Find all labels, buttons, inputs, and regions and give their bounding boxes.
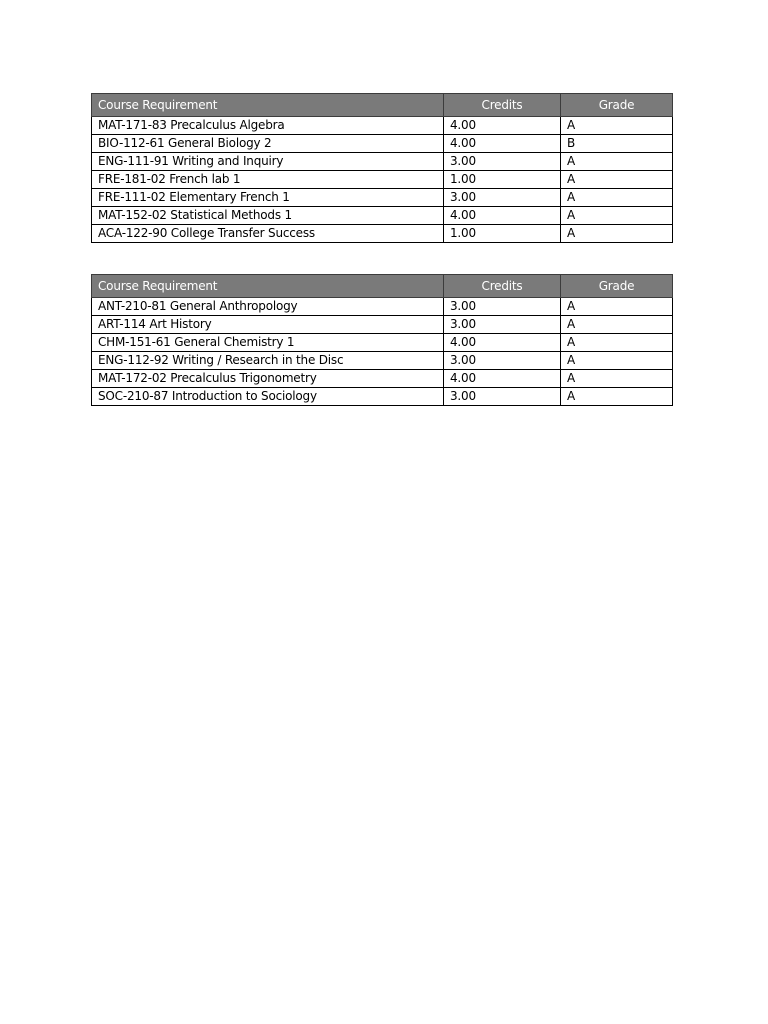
table-row — [92, 316, 673, 334]
course-cell: ENG-112-92 Writing / Research in the Disc — [92, 352, 444, 370]
course-table-2 — [91, 274, 673, 406]
credits-cell: 3.00 — [444, 153, 561, 171]
grade-cell: A — [561, 370, 673, 388]
table-row — [92, 225, 673, 243]
course-cell: MAT-152-02 Statistical Methods 1 — [92, 207, 444, 225]
grade-cell: A — [561, 388, 673, 406]
grade-cell: A — [561, 225, 673, 243]
table-row — [92, 189, 673, 207]
course-cell: ART-114 Art History — [92, 316, 444, 334]
grade-cell: A — [561, 352, 673, 370]
credits-cell: 4.00 — [444, 334, 561, 352]
course-cell: FRE-181-02 French lab 1 — [92, 171, 444, 189]
grade-cell: A — [561, 153, 673, 171]
table-row — [92, 117, 673, 135]
grade-cell: A — [561, 207, 673, 225]
table-row — [92, 207, 673, 225]
credits-cell: 4.00 — [444, 370, 561, 388]
grade-cell: A — [561, 189, 673, 207]
header-grade: Grade — [561, 94, 673, 117]
credits-cell: 4.00 — [444, 207, 561, 225]
table-row — [92, 171, 673, 189]
credits-cell: 4.00 — [444, 117, 561, 135]
credits-cell: 3.00 — [444, 316, 561, 334]
credits-cell: 4.00 — [444, 135, 561, 153]
table-body — [92, 298, 673, 406]
grade-cell: A — [561, 334, 673, 352]
header-grade: Grade — [561, 275, 673, 298]
course-cell: ACA-122-90 College Transfer Success — [92, 225, 444, 243]
grade-cell: A — [561, 316, 673, 334]
credits-cell: 3.00 — [444, 298, 561, 316]
course-cell: MAT-172-02 Precalculus Trigonometry — [92, 370, 444, 388]
table-row — [92, 298, 673, 316]
course-cell: SOC-210-87 Introduction to Sociology — [92, 388, 444, 406]
table-row — [92, 153, 673, 171]
grade-cell: A — [561, 171, 673, 189]
table-row — [92, 334, 673, 352]
table-row — [92, 135, 673, 153]
credits-cell: 1.00 — [444, 225, 561, 243]
course-cell: ENG-111-91 Writing and Inquiry — [92, 153, 444, 171]
credits-cell: 3.00 — [444, 352, 561, 370]
header-credits: Credits — [444, 275, 561, 298]
table-row — [92, 388, 673, 406]
course-cell: FRE-111-02 Elementary French 1 — [92, 189, 444, 207]
table-body — [92, 117, 673, 243]
grade-cell: A — [561, 298, 673, 316]
course-cell: ANT-210-81 General Anthropology — [92, 298, 444, 316]
header-credits: Credits — [444, 94, 561, 117]
course-table-1 — [91, 93, 673, 243]
header-course-requirement: Course Requirement — [92, 275, 444, 298]
course-cell: MAT-171-83 Precalculus Algebra — [92, 117, 444, 135]
grade-cell: B — [561, 135, 673, 153]
credits-cell: 1.00 — [444, 171, 561, 189]
course-cell: BIO-112-61 General Biology 2 — [92, 135, 444, 153]
table-header-row — [92, 94, 673, 117]
table-row — [92, 352, 673, 370]
table-header-row — [92, 275, 673, 298]
table-row — [92, 370, 673, 388]
grade-cell: A — [561, 117, 673, 135]
credits-cell: 3.00 — [444, 189, 561, 207]
credits-cell: 3.00 — [444, 388, 561, 406]
course-cell: CHM-151-61 General Chemistry 1 — [92, 334, 444, 352]
header-course-requirement: Course Requirement — [92, 94, 444, 117]
